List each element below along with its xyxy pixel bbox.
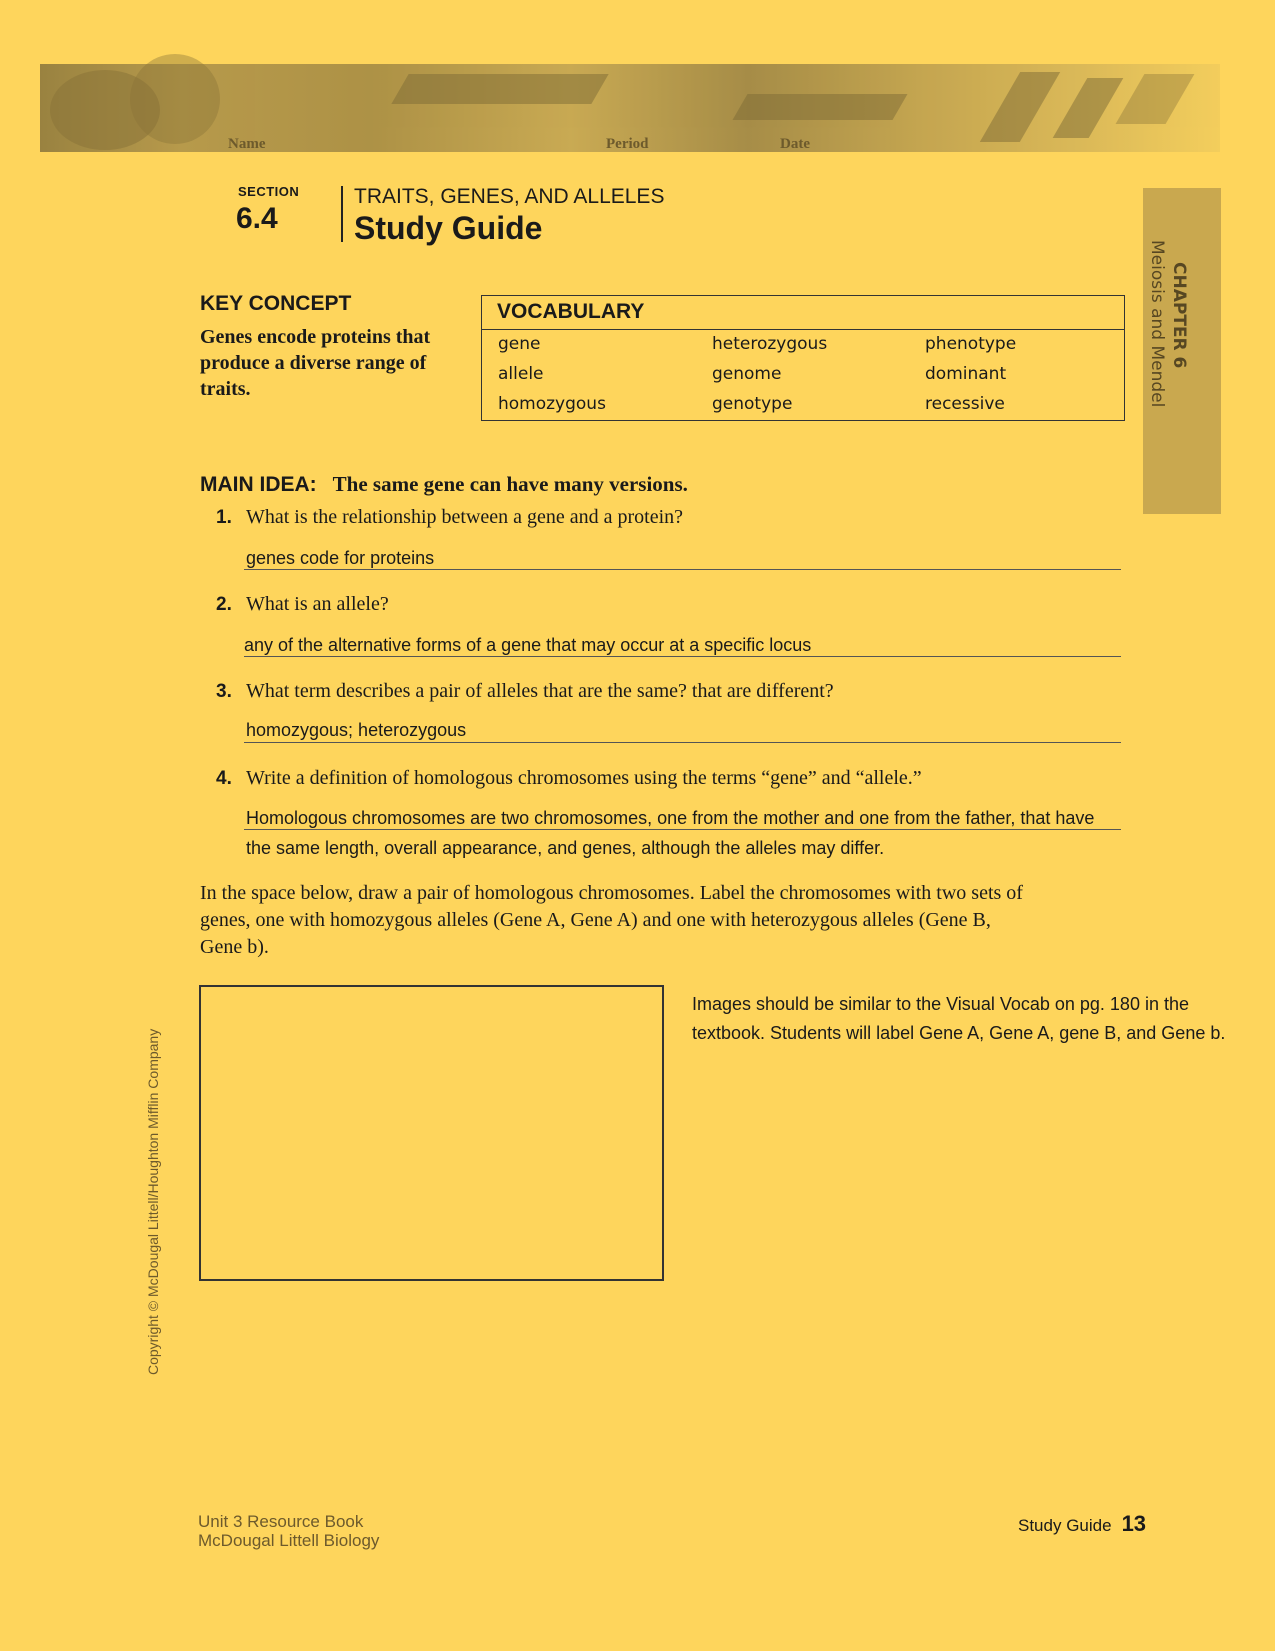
question-text: What is the relationship between a gene and a protein? xyxy=(246,506,684,528)
vocabulary-term: phenotype xyxy=(925,334,1017,354)
period-label: Period xyxy=(606,136,649,152)
vocabulary-heading: VOCABULARY xyxy=(497,300,645,323)
footer-publisher: McDougal Littell Biology xyxy=(198,1531,380,1550)
question-text: What term describes a pair of alleles that are the same? that are different? xyxy=(246,680,834,702)
main-idea-text: The same gene can have many versions. xyxy=(332,472,688,496)
answer-line xyxy=(244,829,1121,830)
footer-right xyxy=(1018,1511,1146,1537)
chapter-tab xyxy=(1143,188,1221,514)
date-label: Date xyxy=(780,136,810,152)
vocabulary-term: gene xyxy=(498,334,541,354)
question-number: 2. xyxy=(216,594,232,615)
question-number: 1. xyxy=(216,507,232,528)
vocabulary-term: genome xyxy=(712,364,782,384)
answer-text: homozygous; heterozygous xyxy=(246,720,467,740)
key-concept-text: Genes encode proteins that produce a diverse range of traits. xyxy=(200,326,431,400)
vocabulary-box xyxy=(481,295,1125,421)
page-number: 13 xyxy=(1121,1511,1147,1536)
vocabulary-term: dominant xyxy=(925,364,1007,384)
answer-line xyxy=(244,742,1121,743)
answer-text: the same length, overall appearance, and genes, although the alleles may differ. xyxy=(246,838,885,858)
answer-text: Homologous chromosomes are two chromosomes, one from the mother and one from the father, that have xyxy=(246,808,1095,828)
footer-book: Unit 3 Resource Book xyxy=(198,1512,364,1531)
chapter-label: CHAPTER 6 xyxy=(1169,262,1189,369)
section-label: SECTION xyxy=(238,184,300,199)
name-label: Name xyxy=(228,136,266,152)
question-text: What is an allele? xyxy=(246,593,389,615)
main-idea xyxy=(200,472,688,497)
footer-page-label: Study Guide xyxy=(1018,1516,1112,1535)
section-number: 6.4 xyxy=(236,202,278,235)
vocabulary-term: heterozygous xyxy=(712,334,828,354)
vocabulary-term: homozygous xyxy=(498,394,606,414)
key-concept-heading: KEY CONCEPT xyxy=(200,292,352,315)
vocabulary-term: genotype xyxy=(712,394,793,414)
drawing-area[interactable] xyxy=(199,985,664,1281)
vocabulary-term: allele xyxy=(498,364,544,384)
answer-line xyxy=(244,569,1121,570)
question-number: 3. xyxy=(216,681,232,702)
answer-line xyxy=(244,656,1121,657)
question-text: Write a definition of homologous chromosomes using the terms “gene” and “allele.” xyxy=(246,767,922,789)
vocabulary-term: recessive xyxy=(925,394,1005,414)
drawing-instructions: In the space below, draw a pair of homologous chromosomes. Label the chromosomes with two sets of genes, one with homozygous alleles (Gene A, Gene A) and one with heterozygous alleles (Gene B, Gene b). xyxy=(200,882,1023,958)
vocabulary-divider xyxy=(482,329,1124,330)
drawing-answer-note: Images should be similar to the Visual Vocab on pg. 180 in the textbook. Students will label Gene A, Gene A, gene B, and Gene b. xyxy=(692,994,1226,1043)
question-number: 4. xyxy=(216,768,232,789)
copyright-notice: Copyright © McDougal Littell/Houghton Mifflin Company xyxy=(145,1028,161,1375)
footer-left xyxy=(198,1512,379,1550)
answer-text: any of the alternative forms of a gene that may occur at a specific locus xyxy=(244,635,812,655)
chapter-subtitle: Meiosis and Mendel xyxy=(1147,240,1167,408)
page-title: Study Guide xyxy=(354,210,543,246)
title-divider xyxy=(341,186,343,242)
section-topic: TRAITS, GENES, AND ALLELES xyxy=(354,185,665,208)
answer-text: genes code for proteins xyxy=(246,548,435,568)
main-idea-label: MAIN IDEA: xyxy=(200,473,317,496)
